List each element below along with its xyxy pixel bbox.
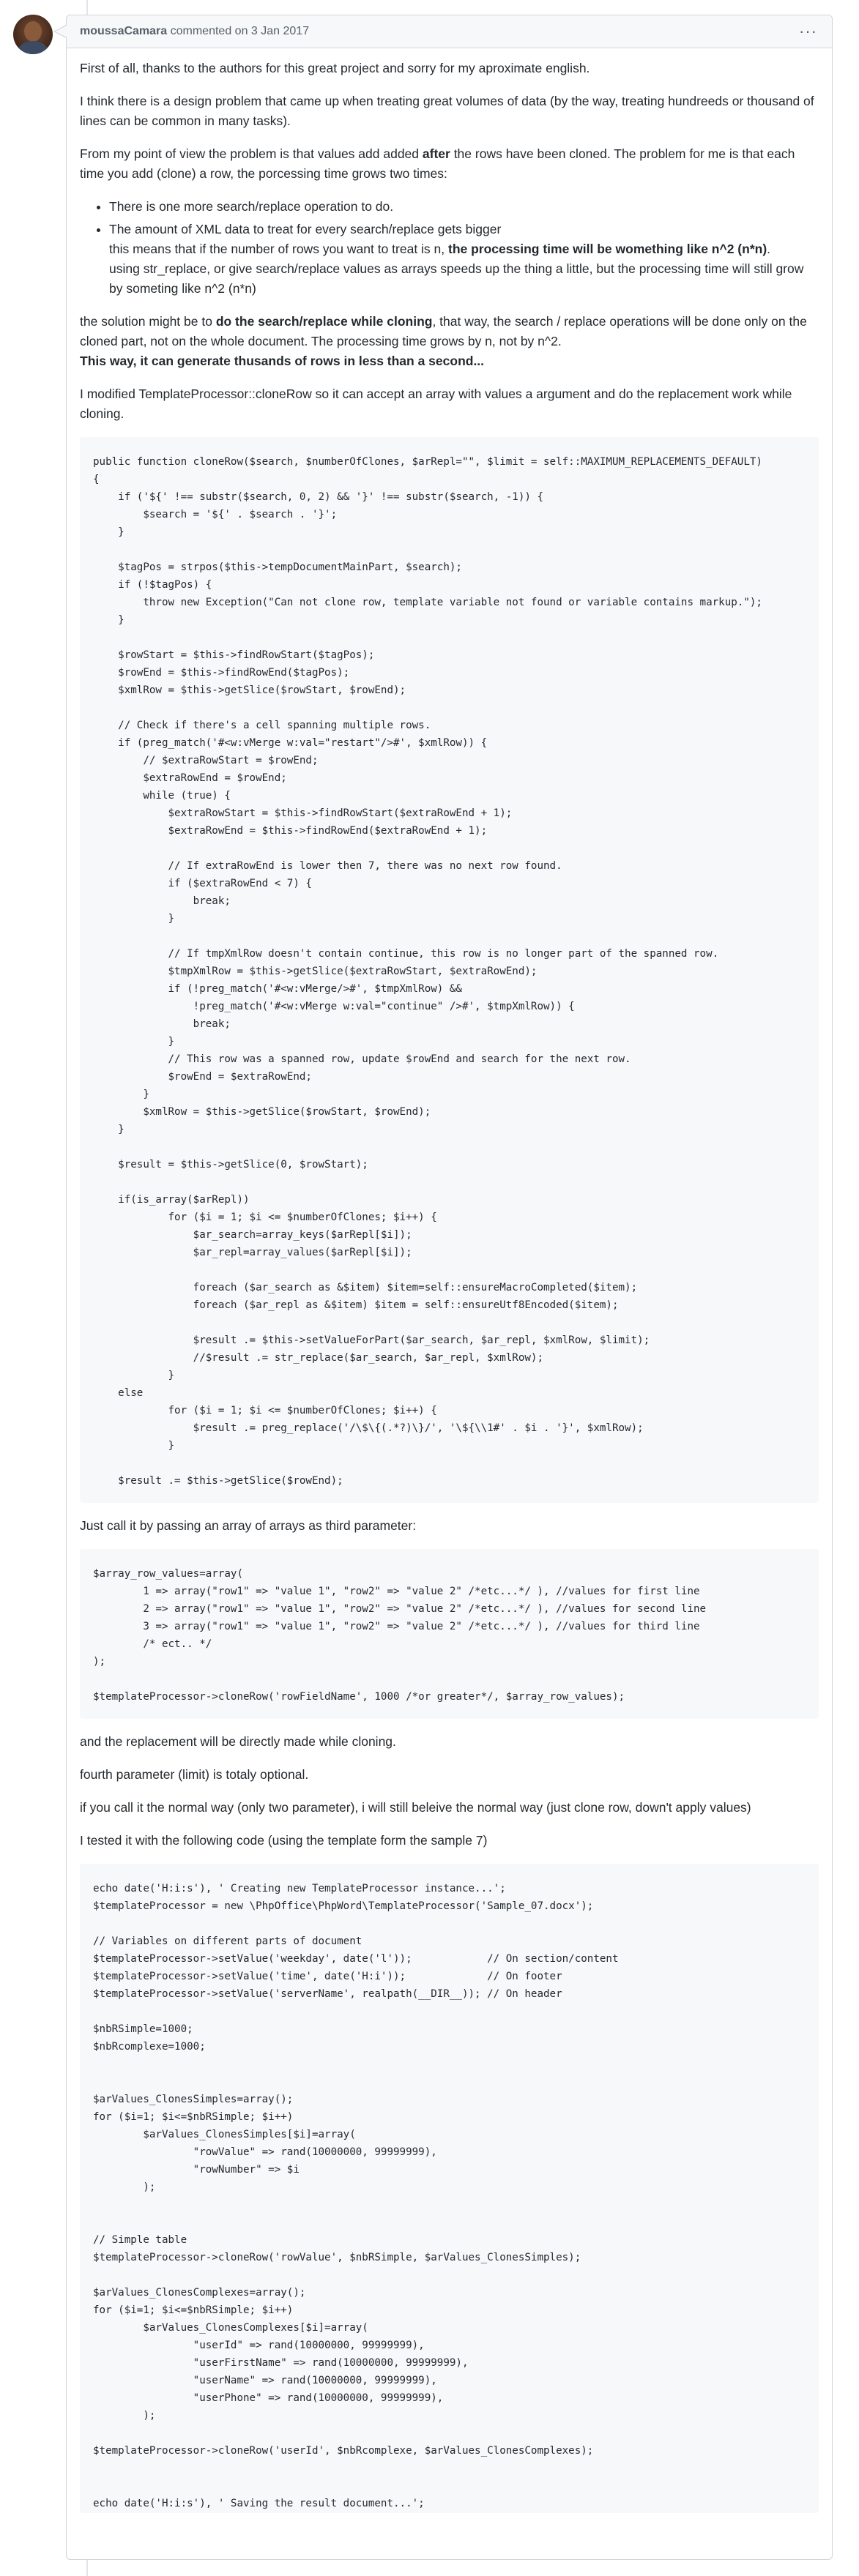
text-run: The amount of XML data to treat for every search/replace gets bigger: [109, 222, 502, 236]
comment-body: [67, 48, 832, 2513]
paragraph: Just call it by passing an array of arrays as third parameter:: [80, 1518, 417, 1533]
paragraph: fourth parameter (limit) is totaly optional.: [80, 1767, 309, 1782]
paragraph: I think there is a design problem that came up when treating great volumes of data (by the way, treating hundreeds or thousand of lines can be common in many tasks).: [80, 94, 814, 128]
bold-text: after: [422, 146, 450, 161]
code-block-clonerow: public function cloneRow($search, $numberOfClones, $arRepl="", $limit = self::MAXIMUM_REPLACEMENTS_DEFAULT) { if ('${' !== substr($search, 0, 2) && '}' !== substr($search, -1)) { $search = '${' . $search . '}'; } $tagPos = strpos($this->tempDocumentMainPart, $search); if (!$tagPos) { throw new Exception("Can not clone row, template variable not found or variable contains markup."); } $rowStart = $this->findRowStart($tagPos); $rowEnd = $this->findRowEnd($tagPos); $xmlRow = $this->getSlice($rowStart, $rowEnd); // Check if there's a cell spanning multiple rows. if (preg_match('#<w:vMerge w:val="restart"/>#', $xmlRow)) { // $extraRowStart = $rowEnd; $extraRowEnd = $rowEnd; while (true) { $extraRowStart = $this->findRowStart($extraRowEnd + 1); $extraRowEnd = $this->findRowEnd($extraRowEnd + 1); // If extraRowEnd is lower then 7, there was no next row found. if ($extraRowEnd < 7) { break; } // If tmpXmlRow doesn't contain continue, this row is no longer part of the spanned row. $tmpXmlRow = $this->getSlice($extraRowStart, $extraRowEnd); if (!preg_match('#<w:vMerge/>#', $tmpXmlRow) && !preg_match('#<w:vMerge w:val="continue" />#', $tmpXmlRow)) { break; } // This row was a spanned row, update $rowEnd and search for the next row. $rowEnd = $extraRowEnd; } $xmlRow = $this->getSlice($rowStart, $rowEnd); } $result = $this->getSlice(0, $rowStart); if(is_array($arRepl)) for ($i = 1; $i <= $numberOfClones; $i++) { $ar_search=array_keys($arRepl[$i]); $ar_repl=array_values($arRepl[$i]); foreach ($ar_search as &$item) $item=self::ensureMacroCompleted($item); foreach ($ar_repl as &$item) $item = self::ensureUtf8Encoded($item); $result .= $this->setValueForPart($ar_search, $ar_repl, $xmlRow, $limit); //$result .= str_replace($ar_search, $ar_repl, $xmlRow); } else for ($i = 1; $i <= $numberOfClones; $i++) { $result .= preg_replace('/\$\{(.*?)\}/', '\${\\1#' . $i . '}', $xmlRow); } $result .= $this->getSlice($rowEnd);: [80, 437, 819, 1503]
comment-action: commented on: [170, 25, 248, 37]
list-item: [109, 220, 819, 299]
text-run: , that way, the search / replace operations will be done only on the cloned part, not on the whole document. The processing time grows by n, not by n^2.: [80, 314, 807, 348]
comment-container: [66, 15, 833, 2560]
comment-caret-fill: [55, 26, 67, 37]
text-run: this means that if the number of rows you want to treat is n,: [109, 242, 448, 256]
paragraph: [80, 144, 819, 184]
avatar-body: [18, 41, 48, 54]
code-block-usage: $array_row_values=array( 1 => array("row1" => "value 1", "row2" => "value 2" /*etc...*/ ), //values for first line 2 => array("row1" => "value 1", "row2" => "value 2" /*etc...*/ ), //values for second line 3 => array("row1" => "value 1", "row2" => "value 2" /*etc...*/ ), //values for third line /* ect.. */ ); $templateProcessor->cloneRow('rowFieldName', 1000 /*or greater*/, $array_row_values);: [80, 1549, 819, 1719]
bold-text: This way, it can generate thusands of rows in less than a second...: [80, 354, 485, 368]
text-run: the rows have been cloned. The problem for me is that each time you add (clone) a row, the porcessing time grows two times:: [80, 146, 795, 181]
paragraph: I modified TemplateProcessor::cloneRow so it can accept an array with values a argument and do the replacement work while cloning.: [80, 387, 792, 421]
paragraph: and the replacement will be directly made while cloning.: [80, 1734, 396, 1749]
text-run: using str_replace, or give search/replace values as arrays speeds up the thing a little, but the processing time will still grow by someting like n^2 (n*n): [109, 261, 804, 296]
bullet-list: [80, 197, 819, 299]
kebab-horizontal-icon[interactable]: ···: [799, 22, 817, 40]
text-run: From my point of view the problem is that values add added: [80, 146, 423, 161]
bold-text: do the search/replace while cloning: [215, 314, 433, 329]
avatar[interactable]: [13, 15, 53, 54]
text-run: the solution might be to: [80, 314, 216, 329]
avatar-face: [24, 21, 42, 42]
paragraph: I tested it with the following code (using the template form the sample 7): [80, 1833, 488, 1848]
code-block-test: echo date('H:i:s'), ' Creating new TemplateProcessor instance...'; $templateProcessor = new \PhpOffice\PhpWord\TemplateProcessor('Sample_07.docx'); // Variables on different parts of document $templateProcessor->setValue('weekday', date('l')); // On section/content $templateProcessor->setValue('time', date('H:i')); // On footer $templateProcessor->setValue('serverName', realpath(__DIR__)); // On header $nbRSimple=1000; $nbRcomplexe=1000; $arValues_ClonesSimples=array(); for ($i=1; $i<=$nbRSimple; $i++) $arValues_ClonesSimples[$i]=array( "rowValue" => rand(10000000, 99999999), "rowNumber" => $i ); // Simple table $templateProcessor->cloneRow('rowValue', $nbRSimple, $arValues_ClonesSimples); $arValues_ClonesComplexes=array(); for ($i=1; $i<=$nbRSimple; $i++) $arValues_ClonesComplexes[$i]=array( "userId" => rand(10000000, 99999999), "userFirstName" => rand(10000000, 99999999), "userName" => rand(10000000, 99999999), "userPhone" => rand(10000000, 99999999), ); $templateProcessor->cloneRow('userId', $nbRcomplexe, $arValues_ClonesComplexes); echo date('H:i:s'), ' Saving the result document...';: [80, 1864, 819, 2513]
paragraph: if you call it the normal way (only two parameter), i will still beleive the normal way (just clone row, down't apply values): [80, 1800, 751, 1815]
comment-author[interactable]: moussaCamara: [80, 25, 168, 37]
text-run: .: [767, 242, 771, 256]
list-item: • There is one more search/replace operation to do.: [109, 197, 819, 217]
comment-header: [67, 15, 832, 48]
paragraph: [80, 312, 819, 371]
bold-text: the processing time will be womething like n^2 (n*n): [448, 242, 767, 256]
comment-date[interactable]: 3 Jan 2017: [250, 25, 310, 37]
paragraph: First of all, thanks to the authors for this great project and sorry for my aproximate english.: [80, 61, 590, 75]
